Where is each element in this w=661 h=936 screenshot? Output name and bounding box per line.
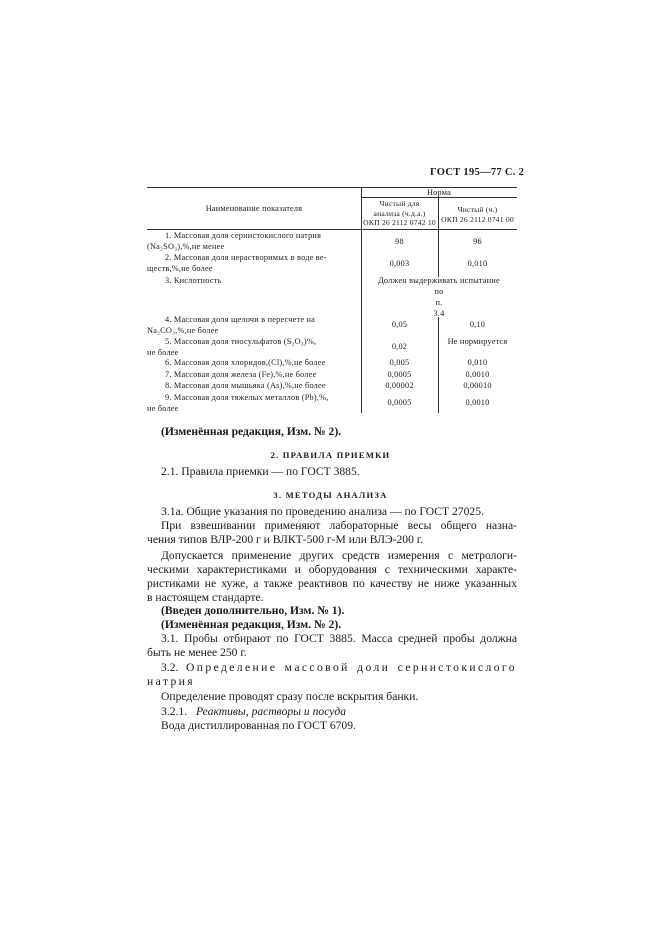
row-name-line: 2. Массовая доля нерастворимых в воде ве- — [165, 253, 327, 262]
row-name-line: 5. Массовая доля тиосульфатов (S₂O₃)%, — [165, 337, 317, 346]
row-8-value-ch: 0,00010 — [463, 381, 492, 390]
weighing-line-2: чения типов ВЛР-200 г и ВЛКТ-500 г-М или ВЛЭ-200 г. — [147, 533, 424, 546]
row-3-merged-value — [361, 275, 517, 319]
row-4-value-chda: 0,05 — [391, 320, 408, 329]
merged-line: по — [434, 287, 444, 296]
row-name-line: не более — [147, 404, 179, 413]
row-name-line: 4. Массовая доля щелочи в пересчете на — [165, 315, 316, 324]
row-2-value-chda: 0,003 — [389, 259, 410, 268]
row-7-value-ch: 0,0010 — [465, 370, 490, 379]
row-6-value-ch: 0,010 — [467, 358, 488, 367]
row-2-value-ch: 0,010 — [467, 259, 488, 268]
table-row-7-name: 7. Массовая доля железа (Fe),%,не более — [165, 370, 317, 379]
row-9-value-ch: 0,0010 — [465, 398, 490, 407]
clause-3-2-title-2: натрия — [147, 675, 195, 688]
allowance-line-4: в настоящем стандарте. — [147, 591, 264, 604]
amendment-note: (Изменённая редакция, Изм. № 2). — [161, 425, 342, 438]
table-row-3-name: 3. Кислотность — [165, 276, 222, 285]
clause-3-2-number: 3.2. — [161, 661, 179, 674]
clause-3-2-text: Определение проводят сразу после вскрытия банки. — [161, 690, 419, 703]
section-3-title: 3. МЕТОДЫ АНАЛИЗА — [273, 490, 388, 500]
row-1-value-ch: 96 — [473, 237, 482, 246]
clause-3-1-line-2: быть не менее 250 г. — [147, 646, 247, 659]
row-name-line: 9. Массовая доля тяжелых металлов (Pb),%, — [165, 393, 329, 402]
table-row-6-name: 6. Массовая доля хлоридов,(Cl),%,не более — [165, 358, 326, 367]
row-4-value-ch: 0,10 — [469, 320, 486, 329]
introduced-note: (Введен дополнительно, Изм. № 1). — [161, 604, 345, 617]
row-name-line: (Na₂SO₃),%,не менее — [147, 242, 225, 251]
amendment-note-2: (Изменённая редакция, Изм. № 2). — [161, 618, 342, 631]
allowance-line-3: ристиками не хуже, а также реактивов по качеству не ниже указанных — [147, 577, 517, 590]
norm-header: Норма — [426, 188, 452, 197]
grade-ch-line: Чистый (ч.) — [457, 205, 498, 214]
merged-line: Должен выдерживать испытание — [378, 276, 500, 285]
row-name-line: ществ,%,не более — [147, 264, 213, 273]
merged-line: 3.4 — [433, 309, 445, 318]
row-8-value-chda: 0,00002 — [385, 381, 414, 390]
grade-chda-header — [361, 199, 438, 228]
table-row-2-name — [147, 252, 327, 274]
clause-3-2-1-title: Реактивы, растворы и посуда — [196, 705, 347, 718]
table-row-9-name — [147, 392, 329, 414]
distilled-water-line: Вода дистиллированная по ГОСТ 6709. — [161, 719, 356, 732]
row-1-value-chda: 98 — [395, 237, 404, 246]
col-name-header: Наименование показателя — [205, 204, 303, 213]
row-7-value-chda: 0,0005 — [387, 370, 412, 379]
clause-2-1: 2.1. Правила приемки — по ГОСТ 3885. — [161, 465, 360, 478]
clause-3-2-title-1: Определение массовой доли сернистокислого — [186, 661, 517, 674]
indicators-table — [147, 187, 517, 413]
grade-chda-line: Чистый для — [379, 199, 420, 208]
grade-chda-code: ОКП 26 2112 0742 10 — [363, 218, 436, 227]
row-name-line: Na₂CO₃,%,не более — [147, 326, 219, 335]
section-2-title: 2. ПРАВИЛА ПРИЕМКИ — [270, 450, 391, 460]
row-name-line: 1. Массовая доля сернистокислого натрия — [165, 231, 322, 240]
allowance-line-2: ческими характеристиками и оборудования с техническими характе- — [147, 563, 517, 576]
clause-3-1-line-1: 3.1. Пробы отбирают по ГОСТ 3885. Масса средней пробы должна — [161, 632, 517, 645]
grade-chda-line: анализа (ч.д.а.) — [373, 208, 426, 218]
page-header: ГОСТ 195—77 С. 2 — [430, 167, 525, 178]
table-row-5-name — [147, 336, 316, 358]
allowance-line-1: Допускается применение других средств измерения с метрологи- — [161, 549, 517, 562]
row-9-value-chda: 0,0005 — [387, 398, 412, 407]
clause-3-2-1-number: 3.2.1. — [161, 705, 188, 718]
grade-ch-code: ОКП 26 2112 0741 00 — [441, 214, 514, 224]
row-name-line: не более — [147, 348, 179, 357]
merged-line: п. — [435, 298, 443, 307]
weighing-line-1: При взвешивании применяют лабораторные весы общего назна- — [161, 519, 517, 532]
grade-ch-header — [438, 205, 517, 224]
table-row-4-name — [147, 314, 315, 336]
table-row-8-name: 8. Массовая доля мышьяка (As),%,не более — [165, 381, 326, 390]
table-row-1-name — [147, 230, 321, 252]
row-5-value-ch: Не нормируется — [447, 337, 508, 346]
row-6-value-chda: 0,005 — [389, 358, 410, 367]
row-5-value-chda: 0,02 — [391, 342, 408, 351]
clause-3-1a: 3.1а. Общие указания по проведению анализа — по ГОСТ 27025. — [161, 505, 484, 518]
